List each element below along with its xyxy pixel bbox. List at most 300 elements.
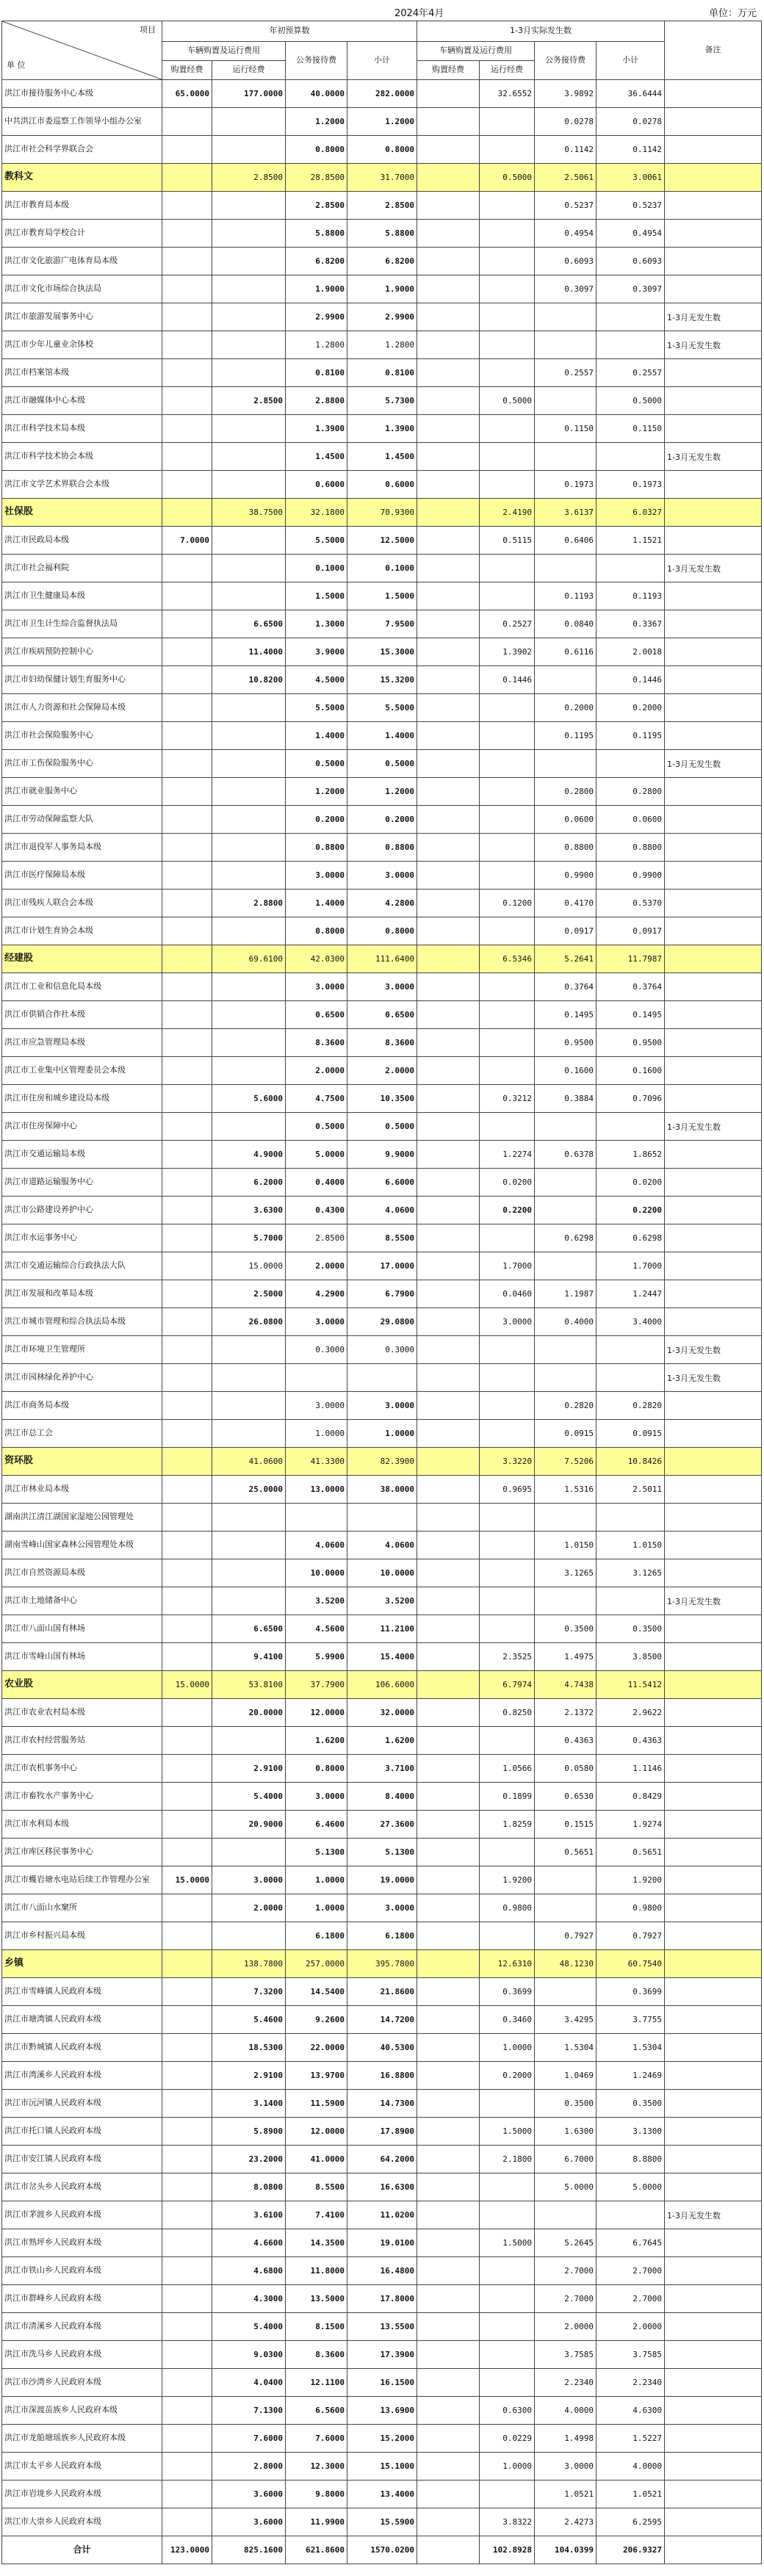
budget-running-cell xyxy=(212,917,286,945)
budget-reception-cell: 0.6500 xyxy=(286,1001,347,1029)
remark-cell xyxy=(665,499,762,527)
unit-name-cell: 洪江市教育局本级 xyxy=(2,192,162,220)
budget-running-cell xyxy=(212,192,286,220)
budget-running-cell: 3.0000 xyxy=(212,1866,286,1894)
actual-subtotal-cell: 0.5237 xyxy=(597,192,665,220)
budget-purchase-cell xyxy=(162,1169,212,1197)
actual-purchase-cell xyxy=(417,1336,480,1364)
actual-subtotal-cell: 10.8426 xyxy=(597,1448,665,1476)
actual-purchase-cell xyxy=(417,1420,480,1448)
actual-running-cell: 6.5346 xyxy=(480,945,535,973)
remark-cell xyxy=(665,2146,762,2173)
budget-purchase-cell xyxy=(162,2229,212,2257)
budget-purchase-cell xyxy=(162,1252,212,1280)
actual-subtotal-cell: 0.2200 xyxy=(597,1197,665,1224)
budget-reception-cell: 1.2000 xyxy=(286,108,347,136)
table-row xyxy=(2,2090,762,2118)
actual-running-cell: 1.9200 xyxy=(480,1866,535,1894)
budget-subtotal-cell: 6.7900 xyxy=(347,1280,417,1308)
unit-name-cell: 洪江市水利局本级 xyxy=(2,1811,162,1839)
actual-subtotal-cell: 1.8652 xyxy=(597,1141,665,1169)
budget-subtotal-cell: 4.0600 xyxy=(347,1197,417,1224)
header-purchase-actual: 购置经费 xyxy=(417,61,480,80)
actual-running-cell xyxy=(480,750,535,778)
budget-reception-cell: 2.9900 xyxy=(286,303,347,331)
budget-subtotal-cell: 13.6900 xyxy=(347,2397,417,2425)
budget-subtotal-cell: 5.5000 xyxy=(347,694,417,722)
budget-reception-cell: 0.8000 xyxy=(286,136,347,164)
actual-reception-cell: 1.5316 xyxy=(535,1476,597,1504)
budget-subtotal-cell: 8.3600 xyxy=(347,1029,417,1057)
budget-running-cell xyxy=(212,1029,286,1057)
table-row xyxy=(2,2369,762,2397)
budget-reception-cell: 621.8600 xyxy=(286,2536,347,2564)
actual-purchase-cell xyxy=(417,359,480,387)
actual-reception-cell: 1.0150 xyxy=(535,1531,597,1559)
actual-reception-cell xyxy=(535,331,597,359)
budget-purchase-cell xyxy=(162,750,212,778)
unit-name-cell: 洪江市铁山乡人民政府本级 xyxy=(2,2257,162,2285)
header-reception-actual: 公务接待费 xyxy=(535,42,597,80)
budget-running-cell xyxy=(212,582,286,610)
budget-running-cell: 10.8200 xyxy=(212,666,286,694)
actual-purchase-cell xyxy=(417,275,480,303)
budget-purchase-cell xyxy=(162,1615,212,1643)
budget-running-cell xyxy=(212,359,286,387)
budget-running-cell xyxy=(212,527,286,555)
actual-reception-cell: 0.1515 xyxy=(535,1811,597,1839)
actual-running-cell: 2.3525 xyxy=(480,1643,535,1671)
budget-reception-cell: 12.3000 xyxy=(286,2453,347,2481)
budget-running-cell: 6.6500 xyxy=(212,610,286,638)
actual-reception-cell: 0.1142 xyxy=(535,136,597,164)
remark-cell xyxy=(665,1141,762,1169)
budget-running-cell: 38.7500 xyxy=(212,499,286,527)
table-row xyxy=(2,303,762,331)
budget-subtotal-cell: 3.0000 xyxy=(347,1894,417,1922)
actual-reception-cell: 2.1372 xyxy=(535,1699,597,1727)
budget-reception-cell: 13.9700 xyxy=(286,2062,347,2090)
actual-reception-cell: 0.6116 xyxy=(535,638,597,666)
budget-subtotal-cell: 0.8800 xyxy=(347,834,417,862)
actual-reception-cell: 7.5206 xyxy=(535,1448,597,1476)
table-row xyxy=(2,2481,762,2508)
actual-purchase-cell xyxy=(417,1950,480,1978)
remark-cell xyxy=(665,108,762,136)
actual-purchase-cell xyxy=(417,1392,480,1420)
actual-subtotal-cell: 6.0327 xyxy=(597,499,665,527)
actual-reception-cell: 0.6406 xyxy=(535,527,597,555)
actual-reception-cell: 0.5651 xyxy=(535,1839,597,1866)
actual-subtotal-cell: 1.9274 xyxy=(597,1811,665,1839)
budget-purchase-cell xyxy=(162,1420,212,1448)
remark-cell xyxy=(665,1839,762,1866)
actual-running-cell xyxy=(480,1504,535,1531)
budget-reception-cell: 2.8500 xyxy=(286,1224,347,1252)
budget-running-cell: 9.4100 xyxy=(212,1643,286,1671)
remark-cell xyxy=(665,1978,762,2006)
unit-name-cell: 合计 xyxy=(2,2536,162,2564)
budget-purchase-cell xyxy=(162,2313,212,2341)
budget-running-cell xyxy=(212,1727,286,1755)
budget-subtotal-cell: 2.0000 xyxy=(347,1057,417,1085)
remark-cell xyxy=(665,2006,762,2034)
actual-reception-cell xyxy=(535,1978,597,2006)
budget-running-cell: 5.4000 xyxy=(212,1783,286,1811)
table-body xyxy=(2,80,762,2564)
actual-subtotal-cell: 0.5370 xyxy=(597,890,665,917)
budget-subtotal-cell: 5.8800 xyxy=(347,220,417,248)
budget-subtotal-cell: 19.0000 xyxy=(347,1866,417,1894)
budget-reception-cell: 8.5500 xyxy=(286,2173,347,2201)
actual-running-cell: 0.5000 xyxy=(480,387,535,415)
budget-running-cell xyxy=(212,108,286,136)
budget-purchase-cell xyxy=(162,275,212,303)
table-row xyxy=(2,862,762,890)
budget-subtotal-cell: 21.8600 xyxy=(347,1978,417,2006)
actual-reception-cell xyxy=(535,303,597,331)
budget-subtotal-cell: 15.3000 xyxy=(347,638,417,666)
table-row xyxy=(2,1364,762,1392)
actual-running-cell xyxy=(480,136,535,164)
actual-reception-cell: 1.1987 xyxy=(535,1280,597,1308)
budget-running-cell: 8.0800 xyxy=(212,2173,286,2201)
actual-purchase-cell xyxy=(417,1476,480,1504)
budget-subtotal-cell: 3.0000 xyxy=(347,1392,417,1420)
table-row xyxy=(2,387,762,415)
actual-purchase-cell xyxy=(417,164,480,192)
budget-reception-cell: 2.0000 xyxy=(286,1252,347,1280)
budget-running-cell: 69.6100 xyxy=(212,945,286,973)
actual-running-cell: 0.1899 xyxy=(480,1783,535,1811)
corner-label-item: 项目 xyxy=(140,25,156,35)
budget-reception-cell: 0.5000 xyxy=(286,750,347,778)
unit-name-cell: 洪江市农村经营服务站 xyxy=(2,1727,162,1755)
budget-reception-cell: 11.9900 xyxy=(286,2508,347,2536)
actual-running-cell: 1.5000 xyxy=(480,2118,535,2146)
remark-cell xyxy=(665,1448,762,1476)
table-row xyxy=(2,1587,762,1615)
budget-reception-cell: 6.4600 xyxy=(286,1811,347,1839)
actual-subtotal-cell xyxy=(597,750,665,778)
actual-subtotal-cell: 0.7096 xyxy=(597,1085,665,1113)
table-row xyxy=(2,248,762,275)
budget-purchase-cell xyxy=(162,806,212,834)
budget-reception-cell xyxy=(286,1504,347,1531)
actual-running-cell: 0.2527 xyxy=(480,610,535,638)
budget-purchase-cell xyxy=(162,1755,212,1783)
budget-purchase-cell xyxy=(162,136,212,164)
table-row xyxy=(2,1224,762,1252)
actual-purchase-cell xyxy=(417,555,480,582)
budget-subtotal-cell: 2.8500 xyxy=(347,192,417,220)
actual-running-cell xyxy=(480,2313,535,2341)
actual-reception-cell: 0.4170 xyxy=(535,890,597,917)
remark-cell xyxy=(665,610,762,638)
table-row xyxy=(2,1001,762,1029)
header-corner-cell xyxy=(2,21,162,80)
budget-purchase-cell xyxy=(162,2341,212,2369)
table-row xyxy=(2,2508,762,2536)
budget-subtotal-cell: 5.7300 xyxy=(347,387,417,415)
budget-reception-cell: 1.4000 xyxy=(286,890,347,917)
actual-purchase-cell xyxy=(417,1783,480,1811)
budget-reception-cell: 0.8000 xyxy=(286,1755,347,1783)
remark-cell xyxy=(665,834,762,862)
remark-cell xyxy=(665,2369,762,2397)
table-row xyxy=(2,917,762,945)
budget-subtotal-cell: 1.4000 xyxy=(347,722,417,750)
unit-name-cell: 洪江市工伤保险服务中心 xyxy=(2,750,162,778)
budget-running-cell: 20.9000 xyxy=(212,1811,286,1839)
actual-purchase-cell xyxy=(417,2285,480,2313)
budget-purchase-cell xyxy=(162,1476,212,1504)
actual-purchase-cell xyxy=(417,1308,480,1336)
budget-reception-cell xyxy=(286,1364,347,1392)
budget-subtotal-cell: 1.2000 xyxy=(347,778,417,806)
actual-running-cell: 0.0460 xyxy=(480,1280,535,1308)
budget-running-cell xyxy=(212,471,286,499)
remark-cell xyxy=(665,164,762,192)
actual-running-cell xyxy=(480,415,535,443)
remark-cell: 1-3月无发生数 xyxy=(665,1364,762,1392)
actual-purchase-cell xyxy=(417,192,480,220)
budget-purchase-cell xyxy=(162,1783,212,1811)
budget-subtotal-cell: 11.0200 xyxy=(347,2201,417,2229)
remark-cell xyxy=(665,1811,762,1839)
budget-purchase-cell xyxy=(162,499,212,527)
budget-subtotal-cell: 0.5000 xyxy=(347,750,417,778)
actual-running-cell xyxy=(480,694,535,722)
actual-purchase-cell xyxy=(417,2146,480,2173)
budget-subtotal-cell: 11.2100 xyxy=(347,1615,417,1643)
header-subtotal-budget: 小计 xyxy=(347,42,417,80)
budget-reception-cell: 3.5200 xyxy=(286,1587,347,1615)
table-row xyxy=(2,2173,762,2201)
actual-reception-cell: 0.2000 xyxy=(535,694,597,722)
table-row xyxy=(2,2397,762,2425)
actual-subtotal-cell: 0.7927 xyxy=(597,1922,665,1950)
budget-subtotal-cell: 13.5500 xyxy=(347,2313,417,2341)
unit-name-cell: 洪江市医疗保障局本级 xyxy=(2,862,162,890)
budget-purchase-cell xyxy=(162,1559,212,1587)
table-header xyxy=(2,21,762,80)
budget-running-cell xyxy=(212,694,286,722)
budget-running-cell xyxy=(212,1559,286,1587)
remark-cell: 1-3月无发生数 xyxy=(665,1113,762,1141)
actual-purchase-cell xyxy=(417,2397,480,2425)
remark-cell xyxy=(665,1783,762,1811)
unit-name-cell: 洪江市沅河镇人民政府本级 xyxy=(2,2090,162,2118)
actual-running-cell: 0.9695 xyxy=(480,1476,535,1504)
unit-name-cell: 洪江市住房保障中心 xyxy=(2,1113,162,1141)
budget-running-cell: 7.3200 xyxy=(212,1978,286,2006)
budget-subtotal-cell: 1.2800 xyxy=(347,331,417,359)
budget-running-cell: 2.9100 xyxy=(212,1755,286,1783)
remark-cell xyxy=(665,220,762,248)
actual-reception-cell: 0.3500 xyxy=(535,1615,597,1643)
table-row xyxy=(2,527,762,555)
budget-reception-cell: 3.0000 xyxy=(286,1392,347,1420)
actual-reception-cell: 1.4998 xyxy=(535,2425,597,2453)
remark-cell xyxy=(665,1504,762,1531)
actual-purchase-cell xyxy=(417,136,480,164)
actual-running-cell: 2.1800 xyxy=(480,2146,535,2173)
budget-subtotal-cell: 0.1000 xyxy=(347,555,417,582)
unit-name-cell: 洪江市供销合作社本级 xyxy=(2,1001,162,1029)
budget-reception-cell: 14.3500 xyxy=(286,2229,347,2257)
header-running-budget: 运行经费 xyxy=(212,61,286,80)
actual-subtotal-cell: 4.0000 xyxy=(597,2453,665,2481)
budget-running-cell: 18.5300 xyxy=(212,2034,286,2062)
table-row xyxy=(2,1643,762,1671)
actual-subtotal-cell: 0.6093 xyxy=(597,248,665,275)
actual-subtotal-cell: 0.1446 xyxy=(597,666,665,694)
unit-name-cell: 乡镇 xyxy=(2,1950,162,1978)
actual-running-cell: 12.6310 xyxy=(480,1950,535,1978)
actual-reception-cell xyxy=(535,1504,597,1531)
unit-label: 单位：万元 xyxy=(708,8,757,19)
remark-cell xyxy=(665,1643,762,1671)
actual-reception-cell: 6.7000 xyxy=(535,2146,597,2173)
unit-name-cell: 洪江市住房和城乡建设局本级 xyxy=(2,1085,162,1113)
actual-subtotal-cell: 3.1265 xyxy=(597,1559,665,1587)
unit-name-cell: 洪江市托口镇人民政府本级 xyxy=(2,2118,162,2146)
actual-subtotal-cell: 5.0000 xyxy=(597,2173,665,2201)
header-running-actual: 运行经费 xyxy=(480,61,535,80)
budget-reception-cell: 5.5000 xyxy=(286,694,347,722)
unit-name-cell: 洪江市熟坪乡人民政府本级 xyxy=(2,2229,162,2257)
budget-subtotal-cell xyxy=(347,1504,417,1531)
actual-reception-cell: 2.2340 xyxy=(535,2369,597,2397)
actual-reception-cell xyxy=(535,443,597,471)
unit-name-cell: 洪江市龙船塘瑶族乡人民政府本级 xyxy=(2,2425,162,2453)
actual-purchase-cell xyxy=(417,415,480,443)
budget-purchase-cell xyxy=(162,2285,212,2313)
actual-reception-cell: 0.6530 xyxy=(535,1783,597,1811)
remark-cell xyxy=(665,80,762,108)
table-row xyxy=(2,2118,762,2146)
actual-subtotal-cell: 11.5412 xyxy=(597,1671,665,1699)
actual-purchase-cell xyxy=(417,1615,480,1643)
actual-subtotal-cell: 0.0200 xyxy=(597,1169,665,1197)
budget-purchase-cell xyxy=(162,1308,212,1336)
remark-cell: 1-3月无发生数 xyxy=(665,303,762,331)
table-row xyxy=(2,1811,762,1839)
unit-name-cell: 洪江市畜牧水产事务中心 xyxy=(2,1783,162,1811)
budget-running-cell: 2.5000 xyxy=(212,1280,286,1308)
budget-reception-cell: 257.0000 xyxy=(286,1950,347,1978)
actual-running-cell: 0.2200 xyxy=(480,1197,535,1224)
actual-purchase-cell xyxy=(417,1559,480,1587)
budget-running-cell xyxy=(212,331,286,359)
actual-purchase-cell xyxy=(417,2508,480,2536)
remark-cell xyxy=(665,275,762,303)
unit-name-cell: 洪江市黔城镇人民政府本级 xyxy=(2,2034,162,2062)
actual-running-cell xyxy=(480,582,535,610)
remark-cell xyxy=(665,1392,762,1420)
remark-cell xyxy=(665,1197,762,1224)
actual-subtotal-cell: 3.7755 xyxy=(597,2006,665,2034)
actual-purchase-cell xyxy=(417,2034,480,2062)
budget-reception-cell: 0.3000 xyxy=(286,1336,347,1364)
budget-reception-cell: 0.4000 xyxy=(286,1169,347,1197)
actual-subtotal-cell: 2.0000 xyxy=(597,2313,665,2341)
actual-running-cell: 0.5115 xyxy=(480,527,535,555)
actual-running-cell: 0.3699 xyxy=(480,1978,535,2006)
unit-name-cell: 洪江市社会福利院 xyxy=(2,555,162,582)
actual-subtotal-cell: 3.8500 xyxy=(597,1643,665,1671)
actual-running-cell: 0.3212 xyxy=(480,1085,535,1113)
budget-reception-cell: 10.0000 xyxy=(286,1559,347,1587)
unit-name-cell: 洪江市沙湾乡人民政府本级 xyxy=(2,2369,162,2397)
budget-running-cell xyxy=(212,862,286,890)
budget-running-cell: 2.8000 xyxy=(212,2453,286,2481)
remark-cell xyxy=(665,1224,762,1252)
actual-running-cell: 0.8250 xyxy=(480,1699,535,1727)
budget-subtotal-cell: 82.3900 xyxy=(347,1448,417,1476)
actual-reception-cell: 0.4954 xyxy=(535,220,597,248)
actual-reception-cell: 4.7438 xyxy=(535,1671,597,1699)
remark-cell xyxy=(665,2257,762,2285)
budget-running-cell: 177.0000 xyxy=(212,80,286,108)
actual-reception-cell: 0.3097 xyxy=(535,275,597,303)
actual-running-cell xyxy=(480,1336,535,1364)
budget-running-cell xyxy=(212,1839,286,1866)
budget-subtotal-cell: 15.4000 xyxy=(347,1643,417,1671)
remark-cell xyxy=(665,638,762,666)
table-row xyxy=(2,80,762,108)
unit-name-cell: 洪江市档案馆本级 xyxy=(2,359,162,387)
budget-reception-cell: 7.6000 xyxy=(286,2425,347,2453)
actual-reception-cell xyxy=(535,1252,597,1280)
unit-name-cell: 洪江市文学艺术界联合会本级 xyxy=(2,471,162,499)
actual-reception-cell: 0.9900 xyxy=(535,862,597,890)
budget-reception-cell: 3.0000 xyxy=(286,862,347,890)
unit-name-cell: 洪江市深渡苗族乡人民政府本级 xyxy=(2,2397,162,2425)
budget-subtotal-cell: 19.0100 xyxy=(347,2229,417,2257)
budget-subtotal-cell: 0.8100 xyxy=(347,359,417,387)
actual-purchase-cell xyxy=(417,778,480,806)
budget-running-cell xyxy=(212,1057,286,1085)
budget-purchase-cell xyxy=(162,973,212,1001)
remark-cell xyxy=(665,2173,762,2201)
table-row xyxy=(2,331,762,359)
actual-subtotal-cell: 11.7987 xyxy=(597,945,665,973)
actual-subtotal-cell: 6.7645 xyxy=(597,2229,665,2257)
actual-reception-cell: 0.6093 xyxy=(535,248,597,275)
corner-diagonal xyxy=(2,21,162,79)
unit-name-cell: 洪江市水运事务中心 xyxy=(2,1224,162,1252)
actual-purchase-cell xyxy=(417,2006,480,2034)
budget-reception-cell: 0.5000 xyxy=(286,1113,347,1141)
budget-subtotal-cell: 14.7300 xyxy=(347,2090,417,2118)
header-actual-group: 1-3月实际发生数 xyxy=(417,21,665,42)
section-row xyxy=(2,945,762,973)
actual-purchase-cell xyxy=(417,1504,480,1531)
budget-reception-cell: 0.1000 xyxy=(286,555,347,582)
unit-name-cell: 洪江市商务局本级 xyxy=(2,1392,162,1420)
unit-name-cell: 洪江市残疾人联合会本级 xyxy=(2,890,162,917)
unit-name-cell: 洪江市旅游发展事务中心 xyxy=(2,303,162,331)
budget-reception-cell: 0.8100 xyxy=(286,359,347,387)
remark-cell xyxy=(665,192,762,220)
actual-reception-cell xyxy=(535,1336,597,1364)
budget-reception-cell: 4.5600 xyxy=(286,1615,347,1643)
table-row xyxy=(2,722,762,750)
unit-name-cell: 洪江市群峰乡人民政府本级 xyxy=(2,2285,162,2313)
actual-running-cell: 3.8322 xyxy=(480,2508,535,2536)
